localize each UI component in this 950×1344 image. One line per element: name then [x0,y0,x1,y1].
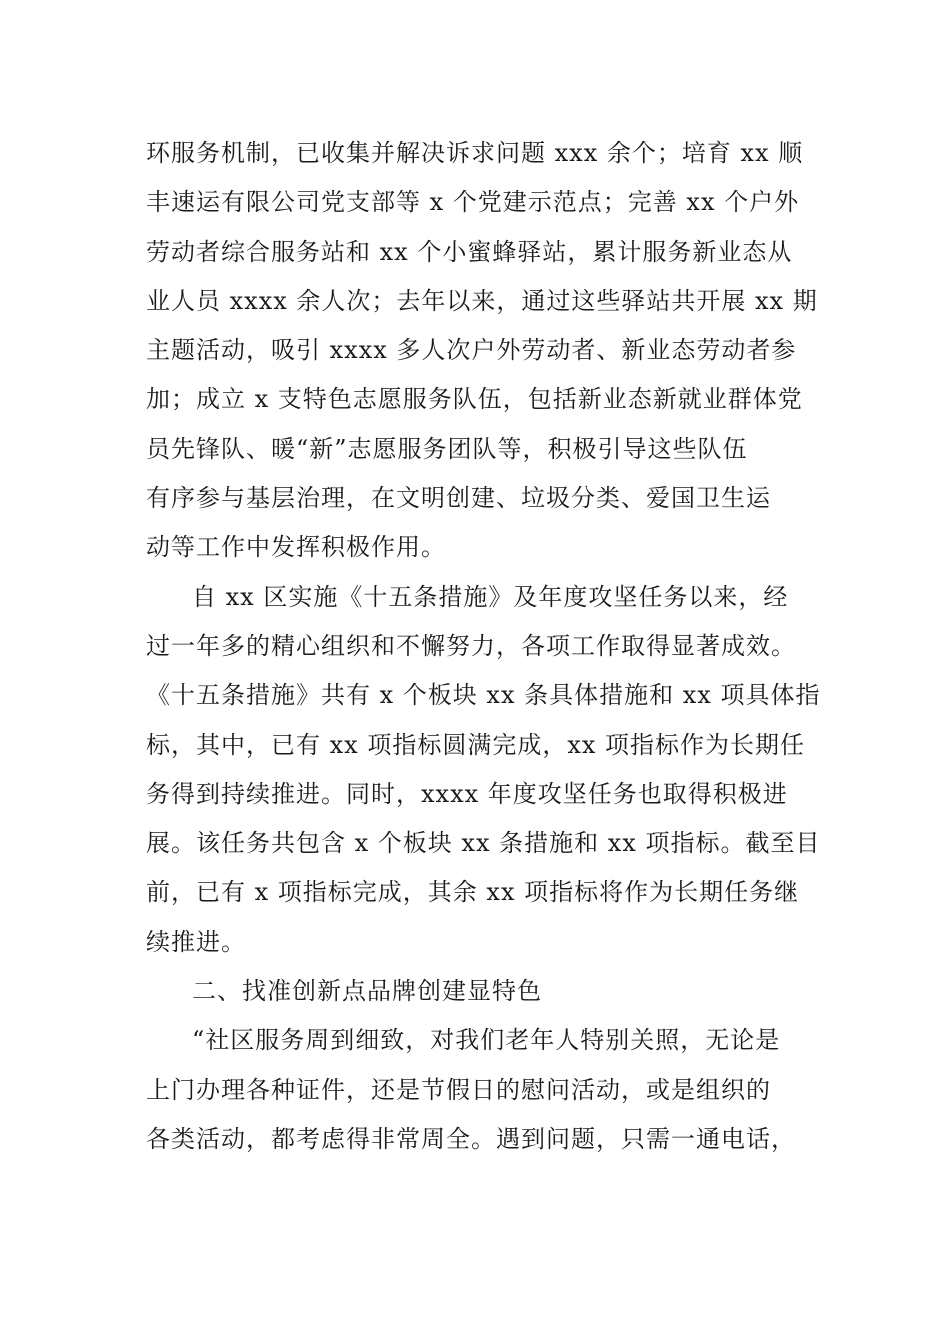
text-line: 主题活动，吸引 xxxx 多人次户外劳动者、新业态劳动者参 [146,336,797,365]
text-line: 上门办理各种证件，还是节假日的慰问活动，或是组织的 [146,1075,771,1104]
text-line: 务得到持续推进。同时，xxxx 年度攻坚任务也取得积极进 [146,779,788,808]
text-line: 续推进。 [146,927,246,956]
text-line: 员先锋队、暖“新”志愿服务团队等，积极引导这些队伍 [146,434,748,463]
text-line: 二、找准创新点品牌创建显特色 [192,977,542,1006]
text-line: 环服务机制，已收集并解决诉求问题 xxx 余个；培育 xx 顺 [146,139,804,167]
text-line: 过一年多的精心组织和不懈努力，各项工作取得显著成效。 [146,631,796,660]
text-line: 有序参与基层治理，在文明创建、垃圾分类、爱国卫生运 [146,484,771,513]
text-line: 业人员 xxxx 余人次；去年以来，通过这些驿站共开展 xx 期 [146,286,818,315]
document-body [146,129,821,1164]
text-line: 标，其中，已有 xx 项指标圆满完成，xx 项指标作为长期任 [146,730,806,759]
text-line: 动等工作中发挥积极作用。 [146,533,446,562]
text-line: “社区服务周到细致，对我们老年人特别关照，无论是 [192,1026,781,1055]
text-line: 展。该任务共包含 x 个板块 xx 条措施和 xx 项指标。截至目 [146,829,821,858]
text-line: 劳动者综合服务站和 xx 个小蜜蜂驿站，累计服务新业态从 [146,237,793,266]
text-line: 自 xx 区实施《十五条措施》及年度攻坚任务以来，经 [192,582,789,611]
text-line: 加；成立 x 支特色志愿服务队伍，包括新业态新就业群体党 [146,385,803,414]
text-line: 《十五条措施》共有 x 个板块 xx 条具体措施和 xx 项具体指 [146,681,821,710]
text-line: 前，已有 x 项指标完成，其余 xx 项指标将作为长期任务继 [146,878,800,907]
text-line: 各类活动，都考虑得非常周全。遇到问题，只需一通电话， [146,1124,796,1153]
text-line: 丰速运有限公司党支部等 x 个党建示范点；完善 xx 个户外 [146,188,800,217]
